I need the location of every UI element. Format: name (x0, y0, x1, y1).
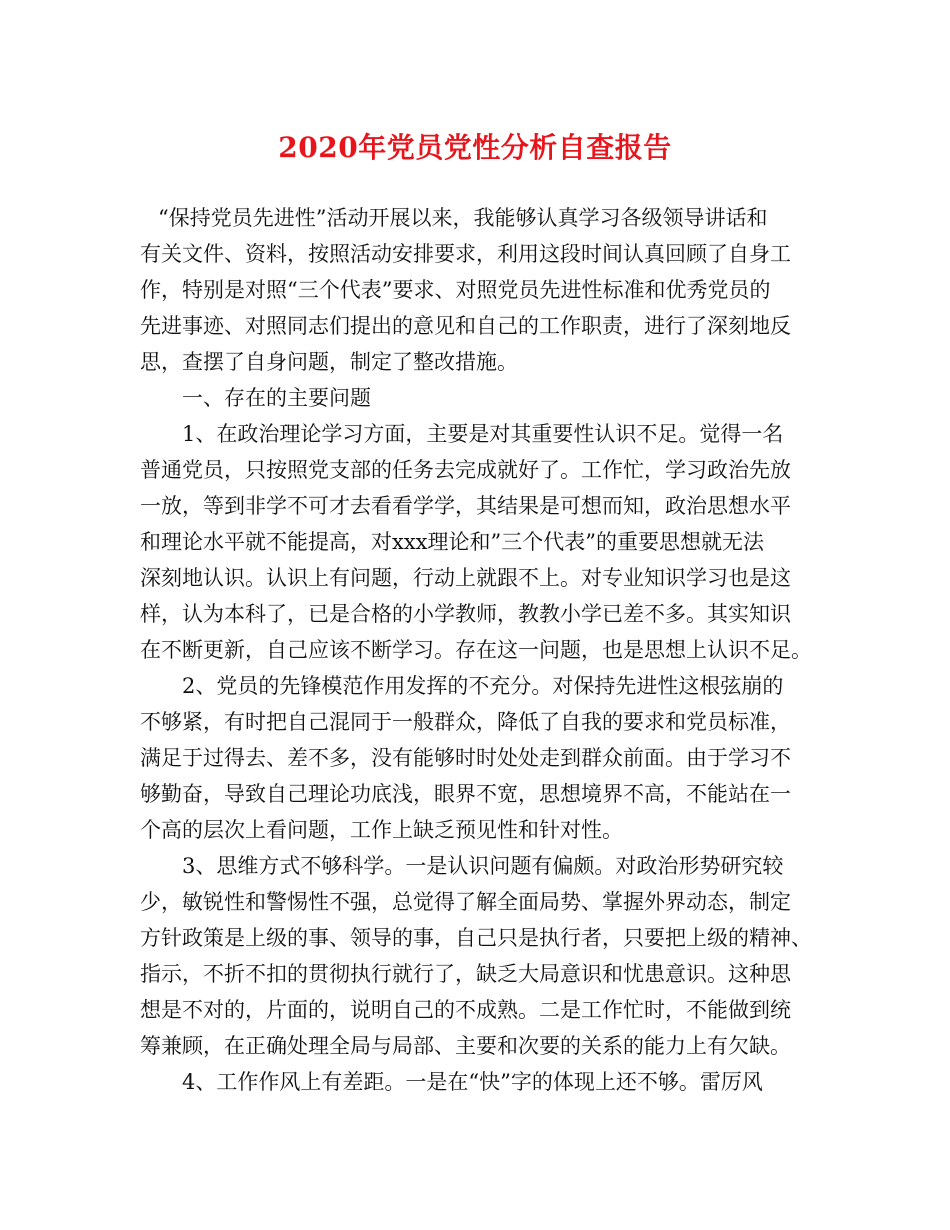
body-text-line: 一放，等到非学不可才去看看学学，其结果是可想而知，政治思想水平 (140, 494, 791, 518)
body-text-line: 3、思维方式不够科学。一是认识问题有偏颇。对政治形势研究较 (182, 854, 784, 878)
body-text-line: 少，敏锐性和警惕性不强，总觉得了解全面局势、掌握外界动态，制定 (140, 890, 791, 914)
document-title: 2020年党员党性分析自查报告 (278, 131, 672, 164)
body-text-line: 1、在政治理论学习方面，主要是对其重要性认识不足。觉得一名 (182, 422, 784, 446)
document-body (140, 200, 820, 1100)
body-text-line: 思，查摆了自身问题，制定了整改措施。 (140, 350, 518, 374)
body-text-line: 2、党员的先锋模范作用发挥的不充分。对保持先进性这根弦崩的 (182, 674, 784, 698)
body-text-line: 筹兼顾，在正确处理全局与局部、主要和次要的关系的能力上有欠缺。 (140, 1034, 791, 1058)
body-text-line: 想是不对的，片面的，说明自己的不成熟。二是工作忙时，不能做到统 (140, 998, 791, 1022)
body-text-line: 一、存在的主要问题 (182, 386, 371, 410)
body-text-line: 方针政策是上级的事、领导的事，自己只是执行者，只要把上级的精神、 (140, 926, 812, 950)
body-text-line: 4、工作作风上有差距。一是在“快”字的体现上还不够。雷厉风 (182, 1070, 763, 1094)
body-text-line: 够勤奋，导致自己理论功底浅，眼界不宽，思想境界不高，不能站在一 (140, 782, 791, 806)
body-text-line: “保持党员先进性”活动开展以来，我能够认真学习各级领导讲话和 (158, 206, 768, 230)
body-text-line: 作，特别是对照“三个代表”要求、对照党员先进性标准和优秀党员的 (140, 278, 771, 302)
body-text-line: 满足于过得去、差不多，没有能够时时处处走到群众前面。由于学习不 (140, 746, 791, 770)
body-text-line: 不够紧，有时把自己混同于一般群众，降低了自我的要求和党员标准， (140, 710, 791, 734)
body-text-line: 在不断更新，自己应该不断学习。存在这一问题，也是思想上认识不足。 (140, 638, 812, 662)
body-text-line: 有关文件、资料，按照活动安排要求，利用这段时间认真回顾了自身工 (140, 242, 791, 266)
body-text-line: 指示，不折不扣的贯彻执行就行了，缺乏大局意识和忧患意识。这种思 (140, 962, 791, 986)
body-text-line: 普通党员，只按照党支部的任务去完成就好了。工作忙，学习政治先放 (140, 458, 791, 482)
body-text-line: 和理论水平就不能提高，对xxx理论和”三个代表”的重要思想就无法 (140, 530, 764, 554)
body-text-line: 个高的层次上看问题，工作上缺乏预见性和针对性。 (140, 818, 623, 842)
body-text-line: 深刻地认识。认识上有问题，行动上就跟不上。对专业知识学习也是这 (140, 566, 791, 590)
body-text-line: 先进事迹、对照同志们提出的意见和自己的工作职责，进行了深刻地反 (140, 314, 791, 338)
body-text-line: 样，认为本科了，已是合格的小学教师，教教小学已差不多。其实知识 (140, 602, 791, 626)
